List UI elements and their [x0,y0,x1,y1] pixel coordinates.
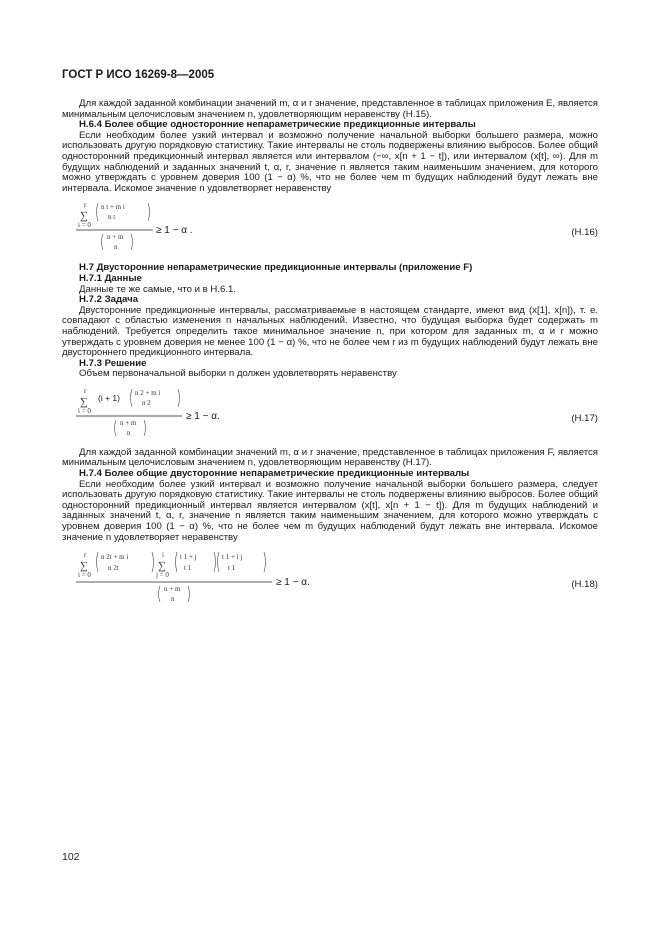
f16-den-lparen [102,234,104,250]
f18-den-rparen [188,586,190,602]
f16-num-top: n t + m i [101,203,125,212]
f16-rparen [148,203,150,221]
document-header: ГОСТ Р ИСО 16269-8—2005 [62,69,215,81]
formula-h16-graphic [76,200,296,258]
heading-h-7-2: Н.7.2 Задача [79,294,139,306]
f17-rhs: ≥ 1 − α. [186,410,220,422]
f16-den-bottom: n [114,243,118,252]
f18-sum2-top: i [162,551,164,560]
f17-sum-top: r [84,386,87,395]
f16-lparen [97,203,99,221]
paragraph-4: Двусторонние предикционные интервалы, рассматриваемые в настоящем стандарте, имеют вид (x[1], x[n]), т. е. совпадают с областью изменения n начальных наблюдений. Известно, что будущая выборка будет содержать m наблюдений. Требуется определить такое минимальное значение n, при котором для заданных m, α и r можно утверждать с уровнем доверия не менее 100 (1 − α) %, что не более чем r из m будущих наблюдений будут лежать вне двустороннего предикционного интервала. [62,304,598,359]
f16-num-bottom: n t [108,213,116,222]
f17-lparen [131,389,133,407]
f18-num1-top: n 2t + m i [101,553,129,562]
f18-sum-bottom: i = 0 [78,571,91,580]
formula-h17 [62,386,598,444]
f16-rhs: ≥ 1 − α . [156,225,193,237]
paragraph-6: Для каждой заданной комбинации значений m, α и r значение, представленное в таблицах приложения F, является минимальным целочисловым значением n, удовлетворяющим неравенству (Н.17). [62,446,598,469]
paragraph-1: Для каждой заданной комбинации значений m, α и r значение, представленное в таблицах приложения Е, является минимальным целочисловым значением n, удовлетворяющим неравенству (Н.15). [62,98,598,120]
f18-den-lparen [159,586,161,602]
f18-num2-top: t 1 + j [180,553,197,562]
f18-den-bottom: n [171,595,175,604]
f17-factor: (i + 1) [98,392,120,403]
f17-num-top: n 2 + m i [135,388,161,397]
f18-rparen-3 [264,552,266,572]
heading-h-7-1: Н.7.1 Данные [79,272,142,284]
f16-sum-bottom: i = 0 [78,221,91,230]
f18-rhs: ≥ 1 − α. [276,577,310,589]
f17-rparen [178,389,180,407]
formula-number-h17: (Н.17) [571,412,598,424]
f17-den-rparen [144,420,146,436]
f18-num3-bottom: t 1 [228,564,236,573]
f18-lparen-3 [218,552,220,572]
f18-rparen-2 [214,552,216,572]
f16-sum-sign: ∑ [80,210,88,223]
f18-num2-bottom: t 1 [184,564,192,573]
f18-lparen-1 [97,552,99,572]
heading-h-6-4: Н.6.4 Более общие односторонние непараметрические предикционные интервалы [79,119,476,131]
f17-sum-bottom: i = 0 [78,406,91,415]
paragraph-7: Если необходим более узкий интервал и возможно получение начальной выборки большего размера, следует использовать другую порядковую статистику. Такие интервалы не столь подвержены влиянию выбросов. Более общий односторонний предикционный интервал является интервалом (x[t], x[n + 1 − t]). Для m будущих наблюдений и заданных значений t, α, r, значение n является таким наименьшим значением, для которого можно утверждать с уровнем доверия 100 (1 − α) %, что не более чем m будущих наблюдений будут лежать вне интервала. Искомое значение n удовлетворяет неравенству [62,478,598,543]
f18-sum-top: r [84,551,87,560]
f16-den-top: n + m [107,233,124,242]
paragraph-2: Если необходим более узкий интервал и возможно получение начальной выборки большего размера, можно использовать другую порядковую статистику. Такие интервалы не столь подвержены влиянию выбросов. Более общий односторонний предикционный интервал является или интервалом (−∞, x[n + 1 − t]), или интервалом (x[t], ∞). Для m будущих наблюдений и заданных значений t, α, r, значение n является таким наименьшим значением, для которого можно утверждать с уровнем доверия 100 (1 − α) %, что не более чем m будущих наблюдений будут лежать вне интервала. Искомое значение n удовлетворяет неравенству [62,129,598,194]
heading-h-7-4: Н.7.4 Более общие двусторонние непараметрические предикционные интервалы [79,468,470,480]
f18-den-top: n + m [164,585,181,594]
formula-h16 [62,200,598,258]
f18-sum-sign: ∑ [80,560,88,573]
paragraph-3: Данные те же самые, что и в Н.6.1. [79,283,236,295]
f16-sum-top: r [84,201,87,210]
formula-h18 [62,549,598,615]
page-content [62,99,598,619]
f17-den-lparen [115,420,117,436]
formula-h18-graphic [76,549,376,615]
f17-num-bottom: n 2 [142,398,151,407]
f17-sum-sign: ∑ [80,395,88,408]
f16-den-rparen [131,234,133,250]
f18-sum2-bottom: j = 0 [156,571,169,580]
paragraph-5: Объем первоначальной выборки n должен удовлетворять неравенству [79,368,397,380]
f18-rparen-1 [152,552,154,572]
heading-h-7: Н.7 Двусторонние непараметрические предикционные интервалы (приложение F) [79,262,473,274]
formula-h17-graphic [76,386,306,444]
f17-den-top: n + m [120,418,137,427]
f17-den-bottom: n [127,428,131,437]
formula-number-h16: (Н.16) [571,227,598,239]
f18-sum2-sign: ∑ [158,560,166,573]
page-number: 102 [62,851,80,863]
f18-num1-bottom: n 2t [108,564,119,573]
heading-h-7-3: Н.7.3 Решение [79,357,147,369]
f18-num3-top: t 1 + i j [222,553,243,562]
formula-number-h18: (Н.18) [571,579,598,591]
f18-lparen-2 [176,552,178,572]
